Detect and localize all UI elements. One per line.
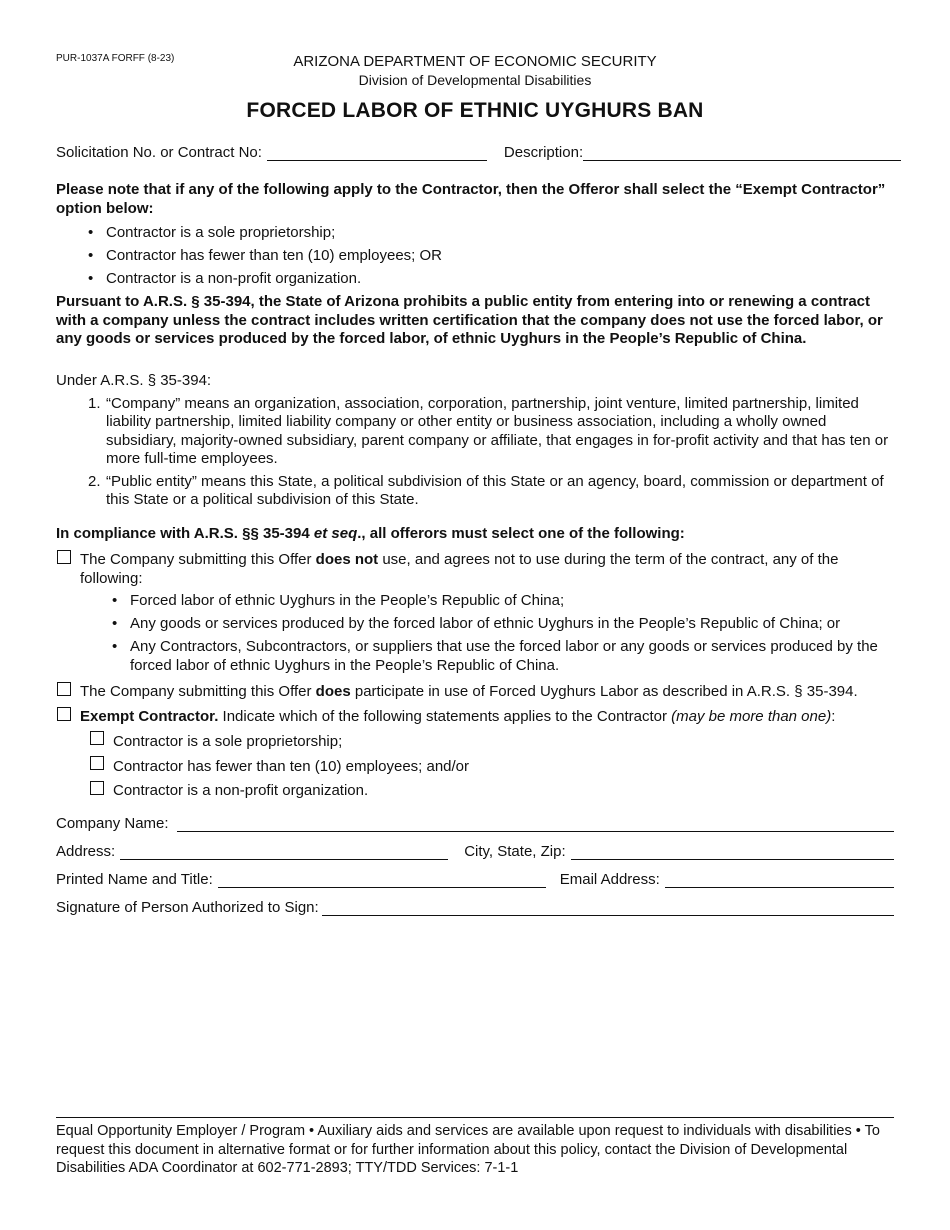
email-field[interactable]	[665, 870, 894, 888]
solicitation-field[interactable]	[267, 143, 487, 161]
signature-row	[56, 898, 894, 916]
list-item: • Contractor is a sole proprietorship;	[88, 224, 901, 243]
option2-bold: does	[315, 683, 351, 700]
exempt-italic: (may be more than one)	[671, 708, 832, 725]
description-field[interactable]	[583, 143, 901, 161]
printed-name-label: Printed Name and Title:	[56, 871, 213, 888]
list-item: • Contractor has fewer than ten (10) employees; OR	[88, 247, 901, 266]
definitions-section	[56, 372, 901, 514]
notice-list	[88, 224, 901, 289]
list-item: • Contractor is a non-profit organization.	[88, 270, 901, 289]
company-name-row	[56, 814, 894, 832]
option-does	[80, 682, 910, 701]
option-does-not	[80, 550, 900, 588]
item-number: 1.	[88, 394, 101, 412]
solicitation-label: Solicitation No. or Contract No:	[56, 144, 262, 161]
list-item: • Any Contractors, Subcontractors, or suppliers that use the forced labor or any goods or services produced by the forced labor of ethnic Uyghurs in the People’s Republic of China.	[112, 638, 897, 675]
definitions-intro: Under A.R.S. § 35-394:	[56, 372, 212, 389]
top-fields-row	[56, 143, 901, 161]
option-does-checkbox[interactable]	[57, 682, 71, 696]
compliance-heading-post: ., all offerors must select one of the following:	[357, 525, 685, 542]
item-number: 2.	[88, 472, 101, 490]
notice-text: Please note that if any of the following apply to the Contractor, then the Offeror shall select the “Exempt Contractor” option below:	[56, 181, 886, 217]
exempt-non-profit-checkbox[interactable]	[90, 781, 104, 795]
address-field[interactable]	[120, 842, 448, 860]
compliance-heading-italic: et seq	[313, 525, 358, 542]
page-title: FORCED LABOR OF ETHNIC UYGHURS BAN	[246, 99, 704, 122]
signature-label: Signature of Person Authorized to Sign:	[56, 899, 319, 916]
city-state-zip-field[interactable]	[571, 842, 894, 860]
option1-list	[112, 592, 897, 680]
exempt-sole-proprietorship-label: Contractor is a sole proprietorship;	[113, 733, 343, 750]
option-does-not-checkbox[interactable]	[57, 550, 71, 564]
city-state-zip-label: City, State, Zip:	[464, 843, 566, 860]
description-label: Description:	[503, 144, 584, 161]
footer-divider	[56, 1117, 894, 1118]
signature-field[interactable]	[322, 898, 894, 916]
agency-name: ARIZONA DEPARTMENT OF ECONOMIC SECURITY	[293, 53, 657, 70]
footer-text: Equal Opportunity Employer / Program • Auxiliary aids and services are available upon request to individuals with disabilities • To request this document in alternative format or for further information about this policy, contact the Division of Developmental Disabilities ADA Coordinator at 602-771-2893; TTY/TDD Services: 7-1-1	[56, 1123, 880, 1176]
exempt-text: Indicate which of the following statements applies to the Contractor	[218, 708, 672, 725]
exempt-sole-proprietorship-checkbox[interactable]	[90, 731, 104, 745]
compliance-heading	[56, 525, 901, 544]
option2-pre: The Company submitting this Offer	[80, 683, 316, 700]
printed-name-row	[56, 870, 894, 888]
exempt-fewer-employees-label: Contractor has fewer than ten (10) employees; and/or	[113, 758, 470, 775]
option1-post: use, and agrees not to use during the term of the contract, any of the following:	[80, 551, 839, 587]
notice-section	[56, 181, 901, 293]
exempt-contractor-option	[80, 707, 900, 726]
exempt-non-profit-label: Contractor is a non-profit organization.	[113, 782, 369, 799]
list-item	[56, 473, 901, 510]
form-number: PUR-1037A FORFF (8-23)	[56, 53, 175, 64]
email-label: Email Address:	[559, 871, 660, 888]
list-item: • Forced labor of ethnic Uyghurs in the People’s Republic of China;	[112, 592, 897, 611]
exempt-fewer-employees-checkbox[interactable]	[90, 756, 104, 770]
option1-pre: The Company submitting this Offer	[80, 551, 316, 568]
option2-post: participate in use of Forced Uyghurs Labor as described in A.R.S. § 35-394.	[350, 683, 858, 700]
compliance-heading-pre: In compliance with A.R.S. §§ 35-394	[56, 525, 314, 542]
list-item	[56, 395, 901, 469]
company-name-field[interactable]	[177, 814, 894, 832]
definitions-list	[56, 395, 901, 510]
exempt-bold: Exempt Contractor.	[80, 708, 219, 725]
address-label: Address:	[56, 843, 116, 860]
option1-bold: does not	[315, 551, 379, 568]
printed-name-field[interactable]	[218, 870, 546, 888]
address-row	[56, 842, 894, 860]
company-name-label: Company Name:	[56, 815, 169, 832]
list-item: • Any goods or services produced by the forced labor of ethnic Uyghurs in the People’s Republic of China; or	[112, 615, 897, 634]
exempt-contractor-checkbox[interactable]	[57, 707, 71, 721]
pursuant-text: Pursuant to A.R.S. § 35-394, the State of Arizona prohibits a public entity from entering into or renewing a contract with a company unless the contract includes written certification that the company does not use the forced labor, or any goods or services produced by the forced labor, of ethnic Uyghurs in the People’s Republic of China.	[56, 293, 883, 347]
item-text: “Public entity” means this State, a political subdivision of this State or an agency, board, commission or department of this State or a political subdivision of this State.	[106, 472, 884, 508]
exempt-end: :	[831, 708, 836, 725]
item-text: “Company” means an organization, association, corporation, partnership, joint venture, limited partnership, limited liability partnership, limited liability company or other entity or business association, including a wholly owned subsidiary, majority-owned subsidiary, parent company or affiliate, that engages in for-profit activity and that has ten or more full-time employees.	[106, 394, 889, 467]
division-name: Division of Developmental Disabilities	[358, 72, 592, 88]
